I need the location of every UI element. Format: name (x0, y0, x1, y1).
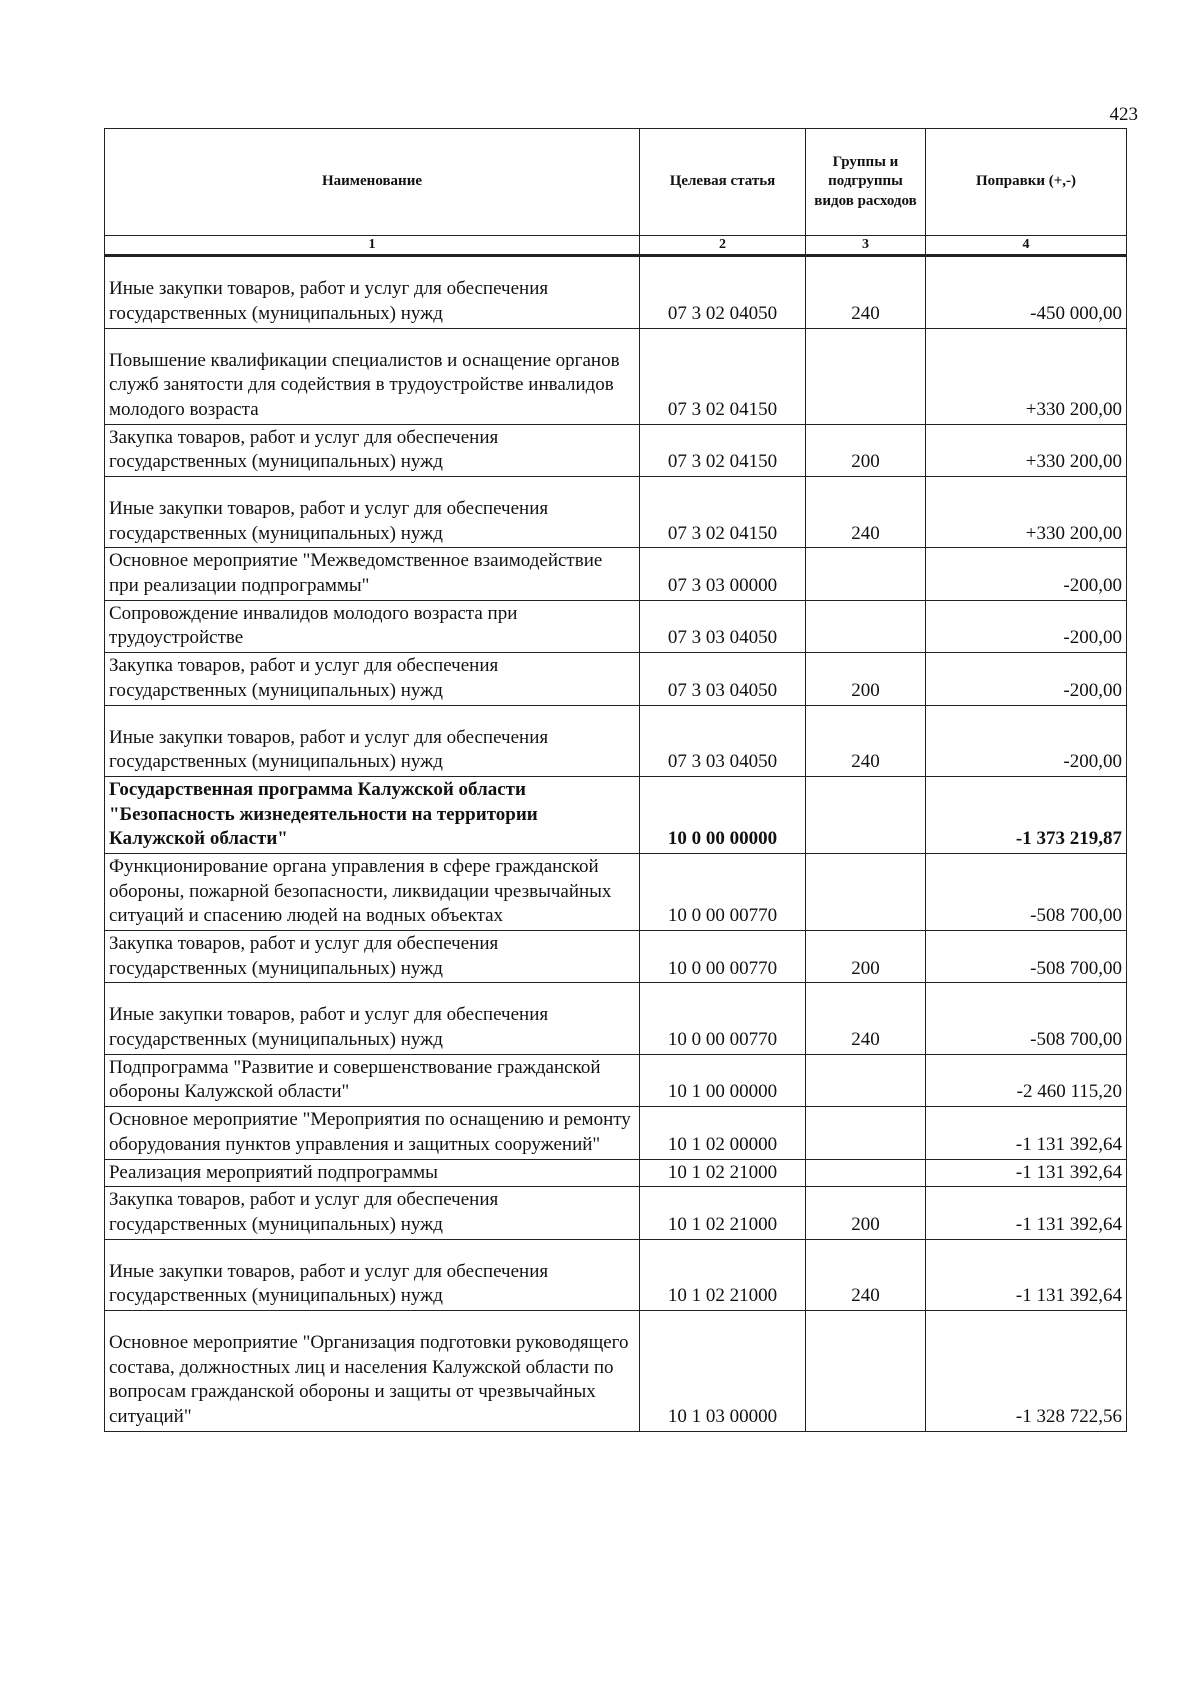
row-name: Иные закупки товаров, работ и услуг для обеспечения государственных (муниципальных) нужд (105, 477, 640, 548)
column-number-3: 3 (806, 236, 926, 256)
row-name: Сопровождение инвалидов молодого возраста при трудоустройстве (105, 600, 640, 652)
row-name: Закупка товаров, работ и услуг для обеспечения государственных (муниципальных) нужд (105, 424, 640, 476)
header-name: Наименование (105, 129, 640, 236)
table-row (105, 931, 1127, 983)
row-amount: +330 200,00 (926, 424, 1127, 476)
table-row (105, 1159, 1127, 1187)
row-name: Закупка товаров, работ и услуг для обеспечения государственных (муниципальных) нужд (105, 931, 640, 983)
row-target-code: 07 3 03 04050 (640, 600, 806, 652)
table-row (105, 328, 1127, 424)
row-target-code: 07 3 03 04050 (640, 653, 806, 705)
table-row (105, 1107, 1127, 1159)
row-target-code: 07 3 02 04150 (640, 477, 806, 548)
table-row (105, 1187, 1127, 1239)
table-row (105, 983, 1127, 1054)
table-row (105, 653, 1127, 705)
table-header (105, 129, 1127, 256)
row-name: Государственная программа Калужской области "Безопасность жизнедеятельности на территории Калужской области" (105, 776, 640, 853)
row-target-code: 10 1 00 00000 (640, 1054, 806, 1106)
row-name: Основное мероприятие "Мероприятия по оснащению и ремонту оборудования пунктов управления и защитных сооружений" (105, 1107, 640, 1159)
table-row (105, 1239, 1127, 1310)
row-expense-group (806, 776, 926, 853)
table-row (105, 256, 1127, 328)
row-expense-group: 240 (806, 477, 926, 548)
column-number-2: 2 (640, 236, 806, 256)
row-expense-group: 200 (806, 931, 926, 983)
row-expense-group: 240 (806, 705, 926, 776)
page-number: 423 (1109, 104, 1138, 125)
row-expense-group: 200 (806, 1187, 926, 1239)
row-name: Основное мероприятие "Организация подготовки руководящего состава, должностных лиц и населения Калужской области по вопросам гражданской обороны и защиты от чрезвычайных ситуаций" (105, 1310, 640, 1431)
row-amount: -200,00 (926, 653, 1127, 705)
table-row (105, 600, 1127, 652)
budget-amendments-table (104, 128, 1127, 1432)
row-name: Закупка товаров, работ и услуг для обеспечения государственных (муниципальных) нужд (105, 653, 640, 705)
row-target-code: 07 3 02 04150 (640, 328, 806, 424)
row-amount: -200,00 (926, 705, 1127, 776)
row-expense-group (806, 600, 926, 652)
row-target-code: 10 1 02 00000 (640, 1107, 806, 1159)
table-row (105, 424, 1127, 476)
row-target-code: 10 1 02 21000 (640, 1187, 806, 1239)
row-expense-group: 240 (806, 983, 926, 1054)
header-code: Целевая статья (640, 129, 806, 236)
row-amount: -508 700,00 (926, 983, 1127, 1054)
row-target-code: 07 3 03 00000 (640, 548, 806, 600)
row-name: Основное мероприятие "Межведомственное взаимодействие при реализации подпрограммы" (105, 548, 640, 600)
row-amount: -1 131 392,64 (926, 1159, 1127, 1187)
row-amount: -508 700,00 (926, 931, 1127, 983)
row-name: Подпрограмма "Развитие и совершенствование гражданской обороны Калужской области" (105, 1054, 640, 1106)
row-expense-group (806, 853, 926, 930)
row-name: Реализация мероприятий подпрограммы (105, 1159, 640, 1187)
row-target-code: 07 3 02 04050 (640, 256, 806, 328)
row-amount: -450 000,00 (926, 256, 1127, 328)
row-amount: -508 700,00 (926, 853, 1127, 930)
row-expense-group (806, 1107, 926, 1159)
table-row (105, 705, 1127, 776)
row-expense-group (806, 1054, 926, 1106)
row-name: Повышение квалификации специалистов и оснащение органов служб занятости для содействия в трудоустройстве инвалидов молодого возраста (105, 328, 640, 424)
row-expense-group: 240 (806, 256, 926, 328)
row-expense-group (806, 1159, 926, 1187)
row-expense-group (806, 328, 926, 424)
row-name: Иные закупки товаров, работ и услуг для обеспечения государственных (муниципальных) нужд (105, 256, 640, 328)
row-target-code: 07 3 02 04150 (640, 424, 806, 476)
table-row (105, 776, 1127, 853)
row-amount: +330 200,00 (926, 328, 1127, 424)
row-name: Иные закупки товаров, работ и услуг для обеспечения государственных (муниципальных) нужд (105, 983, 640, 1054)
row-amount: -1 328 722,56 (926, 1310, 1127, 1431)
row-target-code: 10 1 02 21000 (640, 1159, 806, 1187)
row-name: Функционирование органа управления в сфере гражданской обороны, пожарной безопасности, ликвидации чрезвычайных ситуаций и спасению людей на водных объектах (105, 853, 640, 930)
table-row (105, 1310, 1127, 1431)
header-group: Группы и подгруппы видов расходов (806, 129, 926, 236)
row-amount: +330 200,00 (926, 477, 1127, 548)
table-row (105, 853, 1127, 930)
table-body (105, 256, 1127, 1432)
row-target-code: 10 0 00 00770 (640, 931, 806, 983)
column-number-1: 1 (105, 236, 640, 256)
row-amount: -200,00 (926, 548, 1127, 600)
row-expense-group (806, 548, 926, 600)
row-amount: -1 373 219,87 (926, 776, 1127, 853)
row-amount: -1 131 392,64 (926, 1187, 1127, 1239)
row-amount: -1 131 392,64 (926, 1239, 1127, 1310)
row-target-code: 10 1 03 00000 (640, 1310, 806, 1431)
row-name: Закупка товаров, работ и услуг для обеспечения государственных (муниципальных) нужд (105, 1187, 640, 1239)
row-amount: -2 460 115,20 (926, 1054, 1127, 1106)
row-name: Иные закупки товаров, работ и услуг для обеспечения государственных (муниципальных) нужд (105, 705, 640, 776)
row-amount: -1 131 392,64 (926, 1107, 1127, 1159)
header-amount: Поправки (+,-) (926, 129, 1127, 236)
table-row (105, 1054, 1127, 1106)
row-expense-group: 240 (806, 1239, 926, 1310)
row-amount: -200,00 (926, 600, 1127, 652)
row-expense-group (806, 1310, 926, 1431)
table-row (105, 548, 1127, 600)
row-expense-group: 200 (806, 424, 926, 476)
column-number-4: 4 (926, 236, 1127, 256)
row-target-code: 07 3 03 04050 (640, 705, 806, 776)
row-expense-group: 200 (806, 653, 926, 705)
row-target-code: 10 0 00 00770 (640, 853, 806, 930)
row-target-code: 10 0 00 00770 (640, 983, 806, 1054)
row-name: Иные закупки товаров, работ и услуг для обеспечения государственных (муниципальных) нужд (105, 1239, 640, 1310)
row-target-code: 10 1 02 21000 (640, 1239, 806, 1310)
row-target-code: 10 0 00 00000 (640, 776, 806, 853)
table-row (105, 477, 1127, 548)
